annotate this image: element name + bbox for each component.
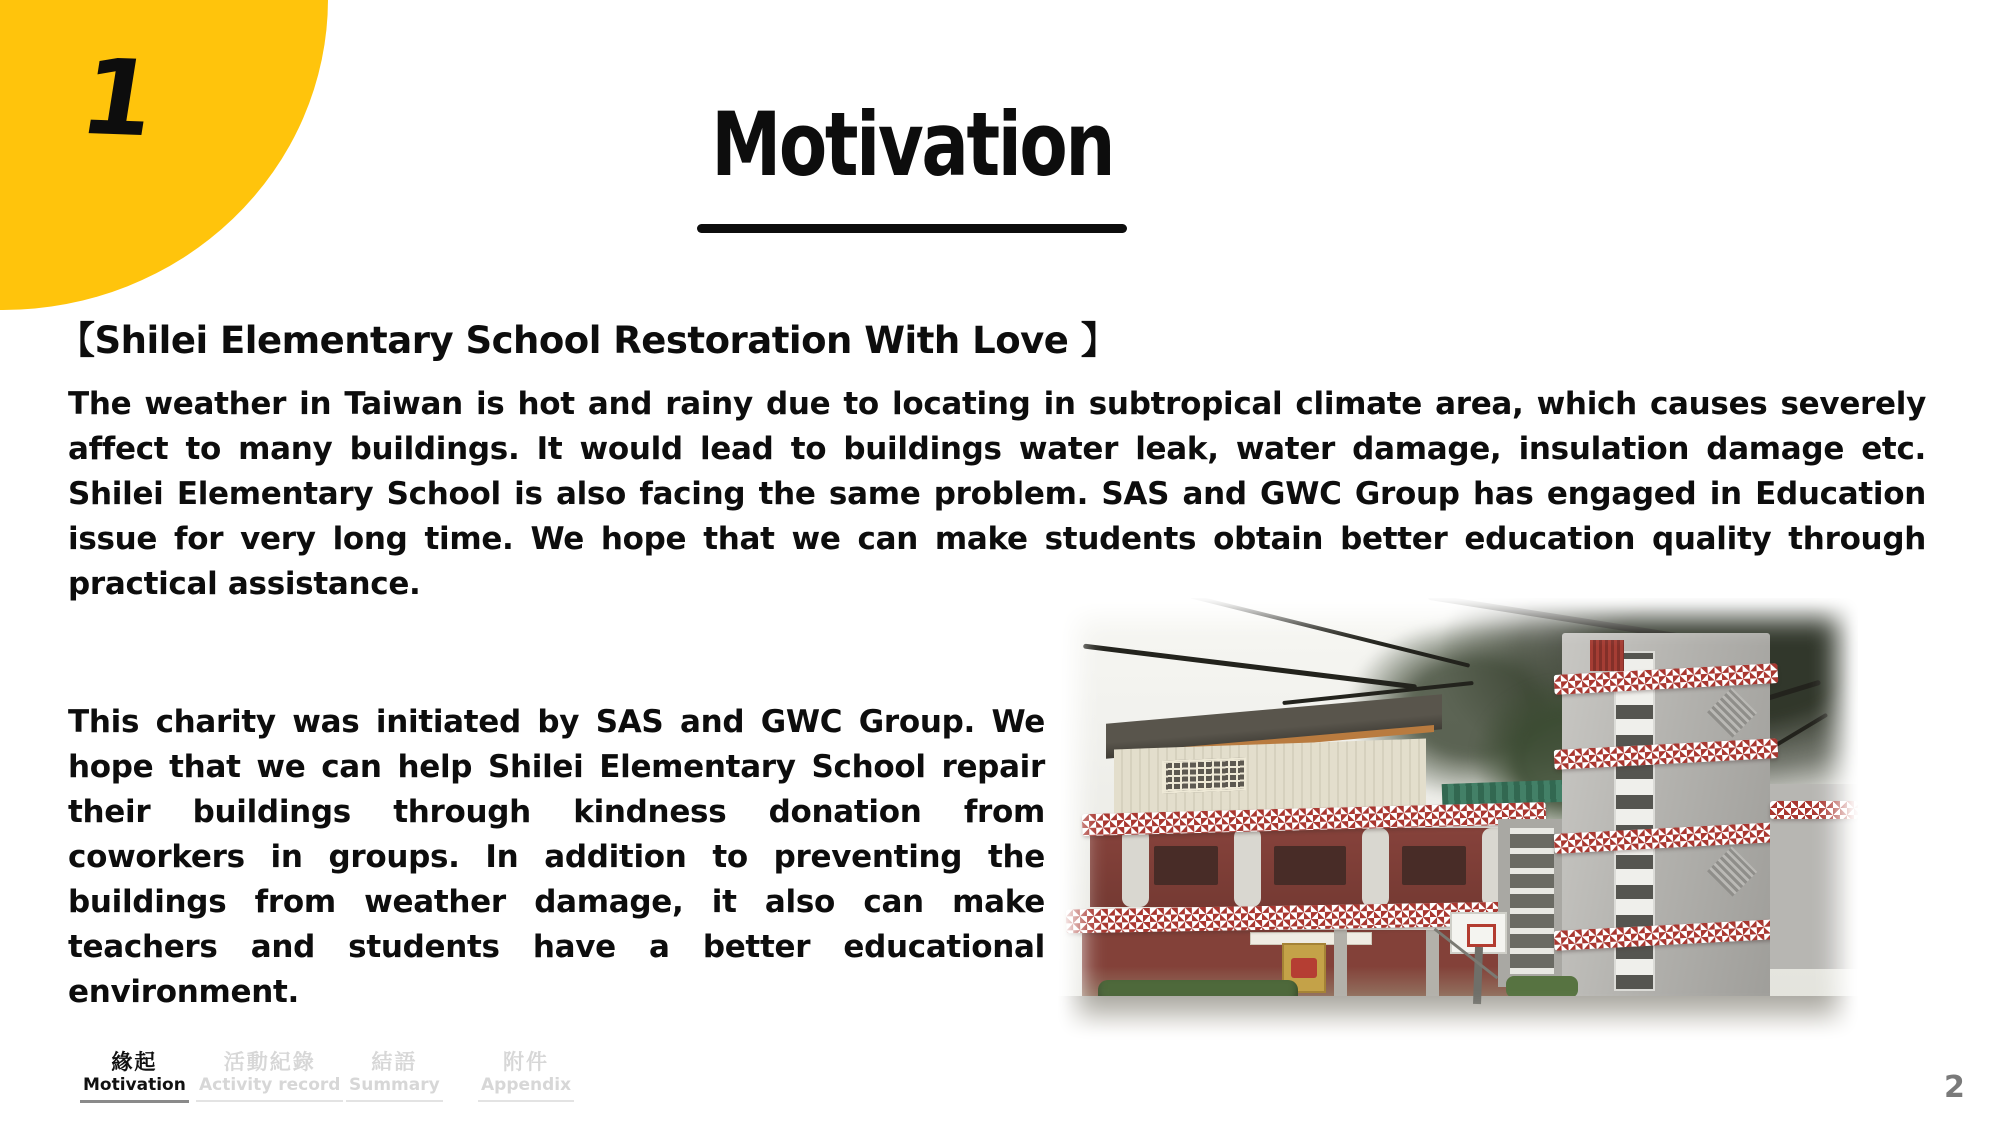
- school-photo: [1058, 598, 1858, 1040]
- photo-balcony-pier: [1122, 828, 1149, 908]
- footer-nav-summary-zh: 結語: [371, 1050, 418, 1074]
- section-badge-shape: [0, 0, 328, 310]
- subtitle-heading: 【Shilei Elementary School Restoration With Love 】: [58, 319, 1118, 362]
- photo-hedge: [1506, 976, 1578, 998]
- photo-window: [1154, 846, 1218, 886]
- charity-paragraph: This charity was initiated by SAS and GWC Group. We hope that we can help Shilei Elementary School repair their buildings through kindness donation from coworkers in groups. In addition to preventing the buildings from weather damage, it also can make teachers and students have a better educational environment.: [68, 704, 1045, 1010]
- footer-nav-motivation[interactable]: [80, 1050, 189, 1103]
- section-number: 1: [72, 35, 164, 161]
- photo-window: [1402, 846, 1466, 886]
- photo-balcony-pier: [1362, 828, 1389, 908]
- page-number: 2: [1944, 1070, 1965, 1105]
- footer-nav-appendix-en: Appendix: [481, 1075, 572, 1096]
- slide-title: Motivation: [711, 93, 1113, 196]
- footer-nav-activity-record-en: Activity record: [199, 1075, 341, 1096]
- footer-nav-appendix[interactable]: [478, 1050, 574, 1102]
- footer-nav-motivation-en: Motivation: [83, 1075, 186, 1096]
- photo-left-building-window: [1162, 758, 1246, 794]
- footer-nav-summary[interactable]: [346, 1050, 443, 1102]
- footer-nav-activity-record[interactable]: [196, 1050, 343, 1102]
- photo-diamond-trim-band: [1770, 801, 1858, 819]
- school-photo-scene: [1058, 598, 1858, 1040]
- footer-nav-activity-record-zh: 活動紀錄: [223, 1050, 316, 1074]
- slide-title-wrap: [612, 86, 1212, 205]
- footer-nav-appendix-zh: 附件: [503, 1050, 550, 1074]
- footer-nav-motivation-zh: 緣起: [111, 1050, 158, 1074]
- intro-paragraph: The weather in Taiwan is hot and rainy due to locating in subtropical climate area, which causes severely affect to many buildings. It would lead to buildings water leak, water damage, insulation damage etc. Shilei Elementary School is also facing the same problem. SAS and GWC Group has engaged in Education issue for very long time. We hope that we can make students obtain better education quality through practical assistance.: [68, 386, 1926, 602]
- photo-mid-building-windows: [1510, 828, 1554, 974]
- photo-column: [1334, 930, 1347, 996]
- footer-nav-summary-en: Summary: [349, 1075, 440, 1096]
- photo-window: [1274, 846, 1346, 886]
- photo-courtyard-ground: [1058, 996, 1858, 1040]
- photo-balcony-pier: [1234, 828, 1261, 908]
- title-underline: [697, 224, 1127, 233]
- photo-tower-red-grille: [1590, 640, 1624, 671]
- photo-column: [1426, 930, 1439, 996]
